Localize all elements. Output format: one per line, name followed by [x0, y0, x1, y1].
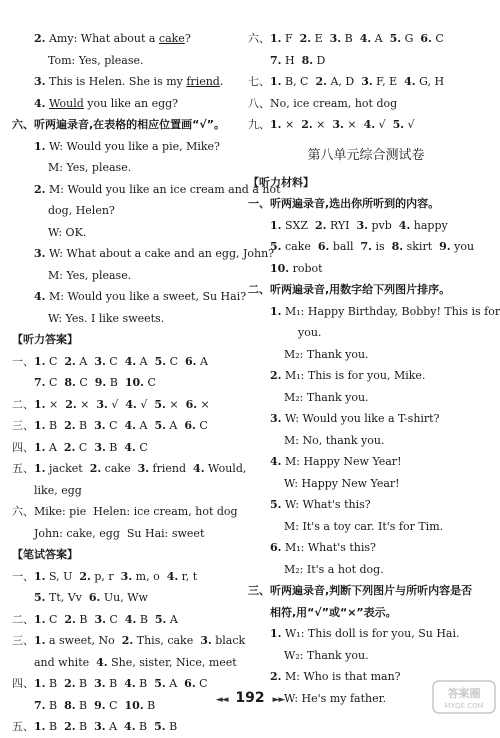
text-line: and white 4. She, sister, Nice, meet — [34, 655, 237, 669]
right-column — [248, 28, 500, 709]
text-line: M: It's a toy car. It's for Tim. — [284, 519, 444, 533]
text-line: 3. W: What about a cake and an egg, John? — [34, 247, 275, 260]
text-line: 六、1. F 2. E 3. B 4. A 5. G 6. C — [248, 32, 444, 45]
text-line: 六、Mike: pie Helen: ice cream, hot dog — [12, 505, 238, 518]
text-line: 四、1. A 2. C 3. B 4. C — [12, 440, 148, 454]
text-line: 2. M: Who is that man? — [270, 670, 401, 683]
text-line: 三、1. a sweet, No 2. This, cake 3. black — [12, 634, 246, 647]
next-page-arrows[interactable]: ►► — [272, 695, 285, 705]
text-line: 3. W: Would you like a T-shirt? — [270, 412, 440, 425]
text-line: 三、1. B 2. B 3. C 4. A 5. A 6. C — [12, 419, 208, 432]
text-line: M: Yes, please. — [48, 268, 132, 282]
text-line: 一、听两遍录音,选出你所听到的内容。 — [248, 197, 440, 210]
text-line: M₂: Thank you. — [284, 390, 369, 404]
text-line: 7. H 8. D — [270, 53, 326, 67]
text-line: 1. M₁: Happy Birthday, Bobby! This is for — [270, 304, 500, 318]
text-line: 7. C 8. C 9. B 10. C — [34, 376, 156, 389]
text-line: 1. W₁: This doll is for you, Su Hai. — [270, 627, 460, 640]
text-line: M₂: It's a hot dog. — [284, 562, 384, 576]
text-line: M₂: Thank you. — [284, 347, 369, 361]
text-line: 7. B 8. B 9. C 10. B — [34, 698, 156, 712]
text-line: 五、1. jacket 2. cake 3. friend 4. Would, — [12, 462, 247, 475]
text-line: 一、1. S, U 2. p, r 3. m, o 4. r, t — [12, 569, 198, 583]
text-line: 2. Amy: What about a cake? — [34, 32, 191, 45]
prev-page-arrows[interactable]: ◄◄ — [215, 695, 228, 705]
text-line: W: He's my father. — [284, 691, 387, 705]
text-line: 七、1. B, C 2. A, D 3. F, E 4. G, H — [248, 75, 445, 88]
text-line: W₂: Thank you. — [284, 648, 369, 662]
text-line: 2. M: Would you like an ice cream and a hot — [34, 182, 281, 196]
text-line: 4. Would you like an egg? — [34, 96, 179, 110]
text-line: 2. M₁: This is for you, Mike. — [270, 369, 426, 382]
text-line: 6. M₁: What's this? — [270, 541, 376, 554]
page-number: 192 — [235, 690, 265, 706]
text-line: 相符,用“√”或“×”表示。 — [270, 605, 397, 619]
text-line: 四、1. B 2. B 3. B 4. B 5. A 6. C — [12, 677, 208, 690]
text-line: John: cake, egg Su Hai: sweet — [34, 526, 205, 540]
text-line: 二、听两遍录音,用数字给下列图片排序。 — [248, 283, 451, 296]
text-line: 5. Tt, Vv 6. Uu, Ww — [34, 591, 148, 604]
text-line: 二、1. C 2. B 3. C 4. B 5. A — [12, 612, 178, 626]
text-line: W: OK. — [48, 225, 87, 239]
unit-title: 第八单元综合测试卷 — [307, 147, 425, 163]
text-line: 【笔试答案】 — [12, 548, 78, 561]
text-line: W: Happy New Year! — [284, 476, 400, 490]
text-line: 1. SXZ 2. RYI 3. pvb 4. happy — [270, 218, 448, 232]
text-line: like, egg — [34, 483, 82, 497]
text-line: M: Yes, please. — [48, 161, 132, 174]
svg-text:MXQE.COM: MXQE.COM — [444, 702, 484, 710]
text-line: 六、听两遍录音,在表格的相应位置画“√”。 — [12, 118, 225, 131]
right-top-answers — [248, 28, 484, 136]
watermark-logo — [432, 680, 496, 714]
text-line: 5. cake 6. ball 7. is 8. skirt 9. you — [270, 240, 475, 253]
text-line: dog, Helen? — [48, 204, 115, 217]
text-line: Tom: Yes, please. — [48, 53, 144, 67]
text-line: 5. W: What's this? — [270, 498, 371, 511]
text-line: you. — [298, 326, 322, 339]
text-line: 10. robot — [270, 261, 323, 275]
text-line: 【听力答案】 — [12, 333, 78, 346]
text-line: 八、No, ice cream, hot dog — [248, 96, 398, 110]
text-line: 4. M: Happy New Year! — [270, 455, 402, 468]
text-line: 一、1. C 2. A 3. C 4. A 5. C 6. A — [12, 354, 208, 368]
text-line: M: No, thank you. — [284, 433, 385, 447]
listening-material — [248, 172, 500, 710]
text-line: 九、1. × 2. × 3. × 4. √ 5. √ — [248, 118, 415, 131]
page-footer — [0, 690, 500, 706]
text-line: W: Yes. I like sweets. — [48, 311, 165, 325]
text-line: 二、1. × 2. × 3. √ 4. √ 5. × 6. × — [12, 397, 210, 411]
text-line: 【听力材料】 — [248, 175, 314, 189]
svg-text:答案圈: 答案圈 — [447, 687, 481, 700]
text-line: 4. M: Would you like a sweet, Su Hai? — [34, 290, 247, 303]
text-line: 3. This is Helen. She is my friend. — [34, 75, 224, 88]
text-line: 五、1. B 2. B 3. A 4. B 5. B — [12, 720, 178, 733]
text-line: 三、听两遍录音,判断下列图片与所听内容是否 — [248, 584, 473, 597]
text-line: 1. W: Would you like a pie, Mike? — [34, 139, 220, 153]
